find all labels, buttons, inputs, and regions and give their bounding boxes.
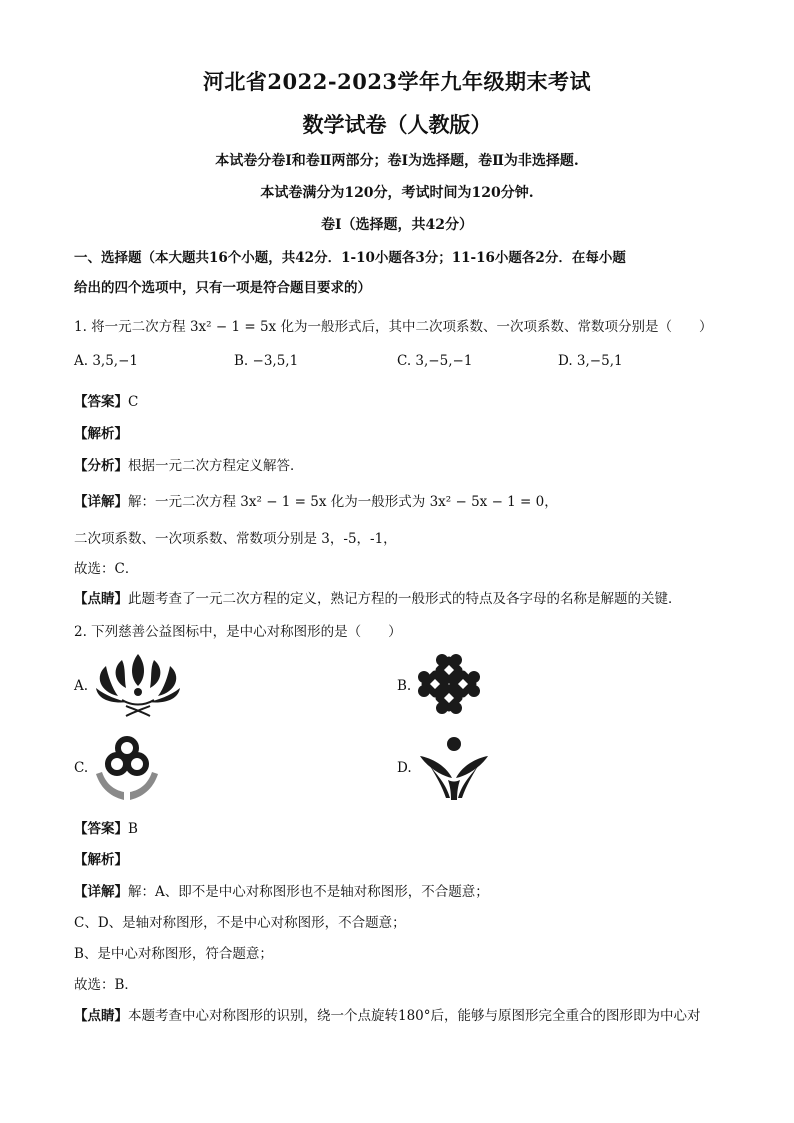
q1-line-3: 故选：C． — [74, 561, 139, 577]
q1-option-a: A. 3,5,−1 — [74, 353, 138, 369]
q2-line-3: B、是中心对称图形，符合题意； — [74, 946, 273, 962]
q2-line-2: C、D、是轴对称图形，不是中心对称图形，不合题意； — [74, 915, 406, 931]
xiangjie-tag: 【详解】 — [74, 884, 128, 900]
fenxi-tag: 【分析】 — [74, 458, 128, 474]
section-heading-line-1: 一、选择题（本大题共16个小题，共42分．1-10小题各3分；11-16小题各2分．在每小题 — [74, 250, 626, 266]
q2-xiangjie — [74, 880, 489, 900]
part-heading: 卷Ⅰ（选择题，共42分） — [320, 217, 474, 233]
page-title: 河北省2022-2023学年九年级期末考试 — [202, 69, 592, 94]
dianjing-tag: 【点睛】 — [74, 591, 128, 607]
q2-option-a-label: A. — [74, 678, 89, 694]
q1-analysis-tag: 【解析】 — [74, 426, 128, 442]
xiangjie-text: 解：A、即不是中心对称图形也不是轴对称图形，不合题意； — [128, 884, 489, 900]
q2-option-c-label: C. — [74, 760, 89, 776]
q2-option-b-label: B. — [397, 678, 412, 694]
q2-answer — [74, 817, 138, 837]
answer-tag: 【答案】 — [74, 821, 128, 837]
fenxi-text: 根据一元二次方程定义解答． — [128, 458, 304, 474]
page-subtitle: 数学试卷（人教版） — [302, 112, 492, 137]
dianjing-tag: 【点睛】 — [74, 1008, 128, 1024]
q2-line-4: 故选：B． — [74, 977, 138, 993]
q1-option-c: C. 3,−5,−1 — [397, 353, 473, 369]
dianjing-text: 此题考查了一元二次方程的定义，熟记方程的一般形式的特点及各字母的名称是解题的关键． — [128, 591, 682, 607]
q1-fenxi — [74, 454, 304, 474]
q2-dianjing — [74, 1004, 701, 1024]
exam-note-2: 本试卷满分为120分，考试时间为120分钟. — [260, 185, 534, 201]
heart-knot-logo-icon — [416, 650, 482, 718]
q1-stem: 1. 将一元二次方程 3x² − 1 = 5x 化为一般形式后，其中二次项系数、一次项系数、常数项分别是（ ） — [74, 319, 713, 335]
exam-note-1: 本试卷分卷Ⅰ和卷Ⅱ两部分；卷Ⅰ为选择题，卷Ⅱ为非选择题. — [215, 153, 579, 169]
xiangjie-text: 解：一元二次方程 3x² − 1 = 5x 化为一般形式为 3x² − 5x − 1 = 0， — [128, 494, 558, 510]
lotus-charity-logo-icon — [92, 652, 184, 718]
q1-xiangjie — [74, 490, 558, 510]
answer-value: B — [128, 821, 138, 837]
hands-clover-logo-icon — [94, 734, 160, 802]
xiangjie-tag: 【详解】 — [74, 494, 128, 510]
q1-answer — [74, 390, 138, 410]
answer-value: C — [128, 394, 139, 410]
section-heading-line-2: 给出的四个选项中，只有一项是符合题目要求的） — [74, 280, 371, 296]
q1-option-b: B. −3,5,1 — [234, 353, 299, 369]
answer-tag: 【答案】 — [74, 394, 128, 410]
q1-line-2: 二次项系数、一次项系数、常数项分别是 3，-5，-1， — [74, 531, 397, 547]
q2-analysis-tag: 【解析】 — [74, 852, 128, 868]
figure-leaf-logo-icon — [418, 736, 490, 802]
q2-option-d-label: D. — [397, 760, 412, 776]
q1-dianjing — [74, 587, 682, 607]
q1-option-d: D. 3,−5,1 — [558, 353, 623, 369]
dianjing-text: 本题考查中心对称图形的识别，绕一个点旋转180°后，能够与原图形完全重合的图形即为中心对 — [128, 1008, 701, 1024]
q2-stem: 2. 下列慈善公益图标中，是中心对称图形的是（ ） — [74, 624, 402, 640]
